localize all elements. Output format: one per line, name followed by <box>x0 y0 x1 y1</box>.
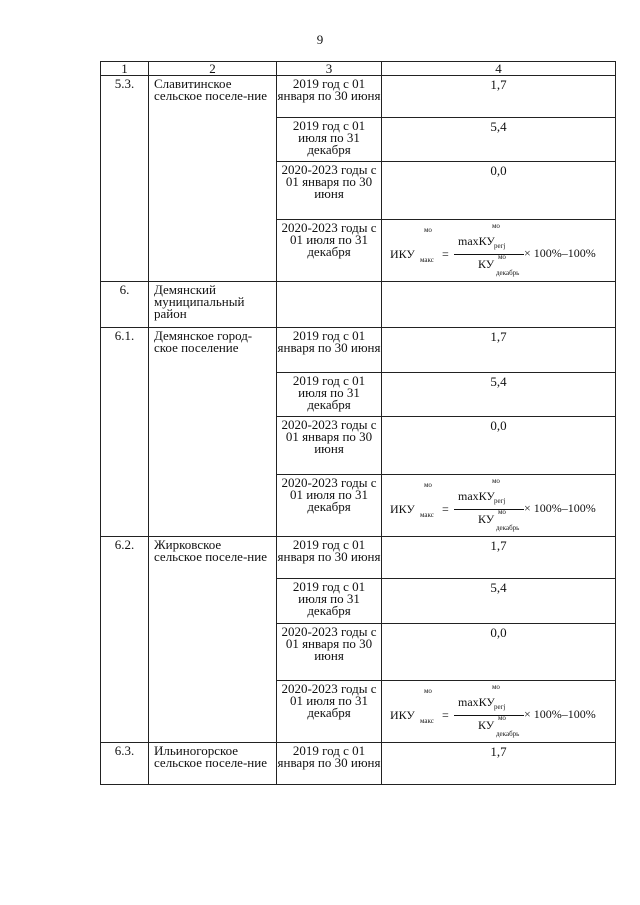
formula-cell <box>382 220 616 282</box>
value-cell: 5,4 <box>382 579 616 624</box>
period-cell: 2020-2023 годы с 01 января по 30 июня <box>277 162 382 220</box>
table-row <box>101 282 616 328</box>
index-formula <box>390 479 615 533</box>
formula-num-sup: мо <box>492 683 500 691</box>
formula-tail: × 100%–100% <box>524 707 596 721</box>
formula-denominator: КУ <box>478 512 495 526</box>
formula-tail: × 100%–100% <box>524 501 596 515</box>
period-cell: 2020-2023 годы с 01 января по 30 июня <box>277 417 382 475</box>
column-header: 2 <box>149 62 277 76</box>
formula-num-sup: мо <box>492 222 500 230</box>
formula-lhs-sup: мо <box>424 226 432 234</box>
formula-den-sub: декабрь <box>496 730 520 738</box>
column-header: 1 <box>101 62 149 76</box>
index-formula <box>390 685 615 739</box>
page-number: 9 <box>316 32 324 47</box>
table-row <box>101 743 616 785</box>
formula-lhs-sup: мо <box>424 481 432 489</box>
table-row <box>101 328 616 373</box>
value-cell: 5,4 <box>382 373 616 417</box>
fraction-line <box>454 715 524 716</box>
formula-numerator: maxКУ <box>458 234 495 248</box>
formula-lhs-sup: мо <box>424 687 432 695</box>
formula-denominator: КУ <box>478 257 495 271</box>
period-cell: 2019 год с 01 июля по 31 декабря <box>277 579 382 624</box>
empty-cell <box>382 282 616 328</box>
value-cell: 0,0 <box>382 417 616 475</box>
formula-eq: = <box>442 502 449 516</box>
settlement-name: Ильиногорское сельское поселе-ние <box>149 743 277 785</box>
row-number: 6.2. <box>101 537 149 743</box>
fraction-line <box>454 254 524 255</box>
formula-numerator: maxКУ <box>458 695 495 709</box>
formula-cell <box>382 475 616 537</box>
formula-num-sup: мо <box>492 477 500 485</box>
period-cell: 2019 год с 01 января по 30 июня <box>277 76 382 118</box>
table-row <box>101 76 616 118</box>
value-cell: 0,0 <box>382 624 616 681</box>
formula-num-sub: peгj <box>494 242 506 250</box>
value-cell: 1,7 <box>382 76 616 118</box>
settlement-name: Славитинское сельское поселе-ние <box>149 76 277 282</box>
value-cell: 1,7 <box>382 328 616 373</box>
formula-den-sub: декабрь <box>496 524 520 532</box>
formula-lhs: ИКУ <box>390 247 415 261</box>
formula-lhs-sub: макс <box>420 717 434 725</box>
formula-num-sub: peгj <box>494 703 506 711</box>
value-cell: 0,0 <box>382 162 616 220</box>
formula-den-sup: мо <box>498 253 506 261</box>
settlement-name: Демянское город-ское поселение <box>149 328 277 537</box>
empty-cell <box>277 282 382 328</box>
row-number: 6.3. <box>101 743 149 785</box>
formula-num-sub: peгj <box>494 497 506 505</box>
formula-den-sub: декабрь <box>496 269 520 277</box>
formula-lhs: ИКУ <box>390 502 415 516</box>
row-number: 5.3. <box>101 76 149 282</box>
period-cell: 2020-2023 годы с 01 июля по 31 декабря <box>277 681 382 743</box>
formula-den-sup: мо <box>498 508 506 516</box>
formula-lhs-sub: макс <box>420 511 434 519</box>
period-cell: 2019 год с 01 января по 30 июня <box>277 328 382 373</box>
formula-eq: = <box>442 708 449 722</box>
value-cell: 5,4 <box>382 118 616 162</box>
column-header: 4 <box>382 62 616 76</box>
fraction-line <box>454 509 524 510</box>
period-cell: 2019 год с 01 июля по 31 декабря <box>277 373 382 417</box>
header-row <box>101 62 616 76</box>
formula-numerator: maxКУ <box>458 489 495 503</box>
row-number: 6.1. <box>101 328 149 537</box>
formula-lhs-sub: макс <box>420 256 434 264</box>
index-formula <box>390 224 615 278</box>
formula-tail: × 100%–100% <box>524 246 596 260</box>
period-cell: 2020-2023 годы с 01 июля по 31 декабря <box>277 220 382 282</box>
district-name: Демянский муниципальный район <box>149 282 277 328</box>
period-cell: 2020-2023 годы с 01 июля по 31 декабря <box>277 475 382 537</box>
formula-eq: = <box>442 247 449 261</box>
period-cell: 2019 год с 01 января по 30 июня <box>277 537 382 579</box>
settlement-name: Жирковское сельское поселе-ние <box>149 537 277 743</box>
row-number: 6. <box>101 282 149 328</box>
column-header: 3 <box>277 62 382 76</box>
formula-denominator: КУ <box>478 718 495 732</box>
tariff-table <box>100 61 616 785</box>
period-cell: 2019 год с 01 января по 30 июня <box>277 743 382 785</box>
value-cell: 1,7 <box>382 743 616 785</box>
value-cell: 1,7 <box>382 537 616 579</box>
formula-cell <box>382 681 616 743</box>
formula-lhs: ИКУ <box>390 708 415 722</box>
period-cell: 2019 год с 01 июля по 31 декабря <box>277 118 382 162</box>
period-cell: 2020-2023 годы с 01 января по 30 июня <box>277 624 382 681</box>
table-row <box>101 537 616 579</box>
formula-den-sup: мо <box>498 714 506 722</box>
